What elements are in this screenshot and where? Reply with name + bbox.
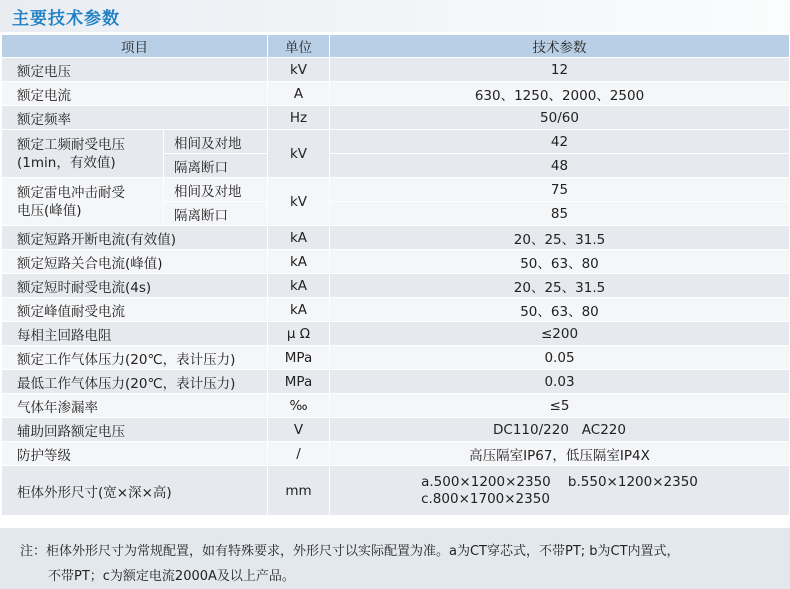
row-value: 20、25、31.5 [330,274,790,298]
row-item [2,130,164,178]
row-value: 85 [330,202,790,226]
table-row [2,466,790,516]
row-item-line: 额定工频耐受电压 [17,136,125,153]
row-unit: kA [268,250,330,274]
footnote-line: 不带PT；c为额定电流2000A及以上产品。 [48,569,295,584]
row-value: 高压隔室IP67，低压隔室IP4X [330,442,790,466]
table-row [2,418,790,442]
row-unit: kA [268,274,330,298]
row-unit: V [268,418,330,442]
row-unit: ‰ [268,394,330,418]
dim-line: c.800×1700×2350 [421,490,550,507]
header-row [2,35,790,58]
row-item: 额定短时耐受电流(4s) [2,274,268,298]
row-item-line: 额定雷电冲击耐受 [17,184,125,201]
row-subitem: 相间及对地 [164,178,268,202]
table-row [2,442,790,466]
row-value: 0.05 [330,346,790,370]
row-unit: kA [268,298,330,322]
table-row [2,298,790,322]
table-row [2,274,790,298]
row-item: 防护等级 [2,442,268,466]
row-value: ≤200 [330,322,790,346]
row-unit: kV [268,130,330,178]
row-value: 50、63、80 [330,250,790,274]
row-value [330,466,790,516]
row-item: 额定短路开断电流(有效值) [2,226,268,250]
dim-line: a.500×1200×2350 b.550×1200×2350 [421,473,698,490]
row-unit: / [268,442,330,466]
table-row [2,178,790,202]
table-row [2,58,790,82]
row-value: 20、25、31.5 [330,226,790,250]
row-item: 最低工作气体压力(20℃，表计压力) [2,370,268,394]
row-item: 额定工作气体压力(20℃，表计压力) [2,346,268,370]
row-unit: mm [268,466,330,516]
row-value: 42 [330,130,790,154]
row-unit: MPa [268,370,330,394]
row-subitem: 隔离断口 [164,154,268,178]
row-item: 柜体外形尺寸(宽×深×高) [2,466,268,516]
row-item-line: (1min，有效值) [17,154,116,171]
row-value: 48 [330,154,790,178]
row-unit: A [268,82,330,106]
row-value: 75 [330,178,790,202]
row-item: 每相主回路电阻 [2,322,268,346]
row-unit: kA [268,226,330,250]
table-row [2,226,790,250]
row-item [2,178,164,226]
row-unit: kV [268,178,330,226]
row-value: 50/60 [330,106,790,130]
row-value: 50、63、80 [330,298,790,322]
row-item: 额定电流 [2,82,268,106]
page-title: 主要技术参数 [12,9,120,29]
row-item: 额定电压 [2,58,268,82]
row-item: 额定短路关合电流(峰值) [2,250,268,274]
row-value: ≤5 [330,394,790,418]
table-row [2,394,790,418]
row-subitem: 隔离断口 [164,202,268,226]
table-row [2,82,790,106]
header-item: 项目 [2,35,268,58]
row-value: 12 [330,58,790,82]
row-item: 辅助回路额定电压 [2,418,268,442]
footnote-line: 注：柜体外形尺寸为常规配置，如有特殊要求，外形尺寸以实际配置为准。a为CT穿芯式，不带PT; b为CT内置式， [20,544,680,559]
table-row [2,322,790,346]
header-param: 技术参数 [330,35,790,58]
row-unit: μ Ω [268,322,330,346]
row-unit: MPa [268,346,330,370]
table-row [2,370,790,394]
row-item-line: 电压(峰值) [17,202,82,219]
row-item: 额定峰值耐受电流 [2,298,268,322]
row-value: 630、1250、2000、2500 [330,82,790,106]
table-row [2,250,790,274]
table-row [2,106,790,130]
header-unit: 单位 [268,35,330,58]
table-row [2,130,790,154]
row-value: DC110/220 AC220 [330,418,790,442]
row-value: 0.03 [330,370,790,394]
footnote [0,528,790,589]
row-item: 气体年渗漏率 [2,394,268,418]
row-unit: Hz [268,106,330,130]
title-bar [0,0,790,32]
row-item: 额定频率 [2,106,268,130]
spec-table [1,34,790,516]
row-subitem: 相间及对地 [164,130,268,154]
table-row [2,346,790,370]
row-unit: kV [268,58,330,82]
